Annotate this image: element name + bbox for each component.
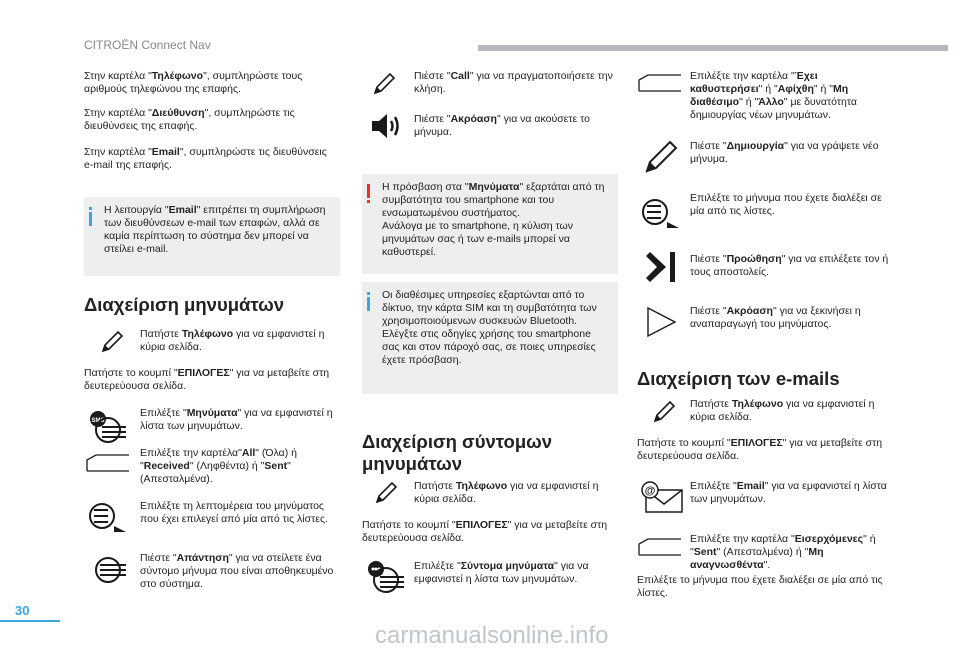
list-detail-icon	[641, 196, 681, 230]
step-select-email: Επιλέξτε "Email" για να εμφανιστεί η λίστα των μηνυμάτων.	[690, 480, 887, 505]
step-press-phone: Πατήστε Τηλέφωνο για να εμφανιστεί η κύρια σελίδα.	[414, 480, 599, 505]
section-title-short-messages: Διαχείριση σύντομων μηνυμάτων	[362, 431, 553, 474]
info-note-services	[362, 282, 618, 394]
create-pen-icon	[644, 140, 678, 174]
info-note-text: Η λειτουργία "Email" επιτρέπει τη συμπλήρωση των διευθύνσεων e-mail των επαφών, αλλά σε καμία περίπτωση το σύστημα δεν μπορεί να στείλει e-mail.	[104, 204, 326, 255]
warning-note-text: Η πρόσβαση στα "Μηνύματα" εξαρτάται από τη συμβατότητα του smartphone και του ενσωματωμένου συστήματος. Ανάλογα με το smartphone, η κύλιση των μηνυμάτων σας ή των e-mails μπορεί να καθυστερεί.	[382, 181, 605, 258]
step-press-call: Πιέστε "Call" για να πραγματοποιήσετε την κλήση.	[414, 70, 613, 95]
svg-text:@: @	[644, 485, 656, 497]
tab-icon	[86, 454, 130, 472]
step-select-messages: Επιλέξτε "Μηνύματα" για να εμφανιστεί η λίστα των μηνυμάτων.	[140, 407, 333, 432]
speaker-icon	[370, 112, 404, 140]
svg-text:SMS: SMS	[91, 418, 105, 424]
pencil-icon	[652, 400, 676, 424]
step-select-message: Επιλέξτε το μήνυμα που έχετε διαλέξει σε μία από τις λίστες.	[690, 192, 882, 217]
step-options-button: Πατήστε το κουμπί "ΕΠΙΛΟΓΕΣ" για να μεταβείτε στη δευτερεύουσα σελίδα.	[362, 519, 608, 544]
watermark: carmanualsonline.info	[375, 622, 609, 649]
step-select-detail: Επιλέξτε τη λεπτομέρεια του μηνύματος που έχει επιλεγεί από μία από τις λίστες.	[140, 500, 328, 525]
step-select-status-tab: Επιλέξτε την καρτέλα "Έχει καθυστερήσει" ή "Αφίχθη" ή "Μη διαθέσιμο" ή "Άλλο" με δυνατότητα δημιουργίας νέων μηνυμάτων.	[690, 70, 857, 121]
document-header-title: CITROËN Connect Nav	[84, 38, 211, 52]
step-press-phone: Πατήστε Τηλέφωνο για να εμφανιστεί η κύρια σελίδα.	[140, 328, 325, 353]
step-select-email-tab: Επιλέξτε την καρτέλα "Εισερχόμενες" ή "Sent" (Απεσταλμένα) ή "Μη αναγνωσθέντα".	[690, 533, 876, 571]
section-title-messages: Διαχείριση μηνυμάτων	[84, 294, 285, 315]
tab-icon	[638, 538, 682, 556]
sms-list-icon	[86, 410, 130, 444]
step-press-phone: Πατήστε Τηλέφωνο για να εμφανιστεί η κύρια σελίδα.	[690, 398, 875, 423]
tab-icon	[638, 74, 682, 92]
info-note-email	[84, 197, 340, 276]
step-options-button: Πατήστε το κουμπί "ΕΠΙΛΟΓΕΣ" για να μεταβείτε στη δευτερεύουσα σελίδα.	[637, 437, 883, 462]
step-press-forward: Πιέστε "Προώθηση" για να επιλέξετε τον ή τους αποστολείς.	[690, 253, 889, 278]
warning-note-messages	[362, 174, 618, 274]
step-press-listen-play: Πιέστε "Ακρόαση" για να ξεκινήσει η αναπαραγωγή του μηνύματος.	[690, 305, 861, 330]
play-icon	[644, 305, 678, 339]
email-icon	[640, 480, 684, 514]
step-press-reply: Πιέστε "Απάντηση" για να στείλετε ένα σύντομο μήνυμα που είναι αποθηκευμένο στο σύστημα.	[140, 552, 334, 590]
step-select-short-messages: Επιλέξτε "Σύντομα μηνύματα" για να εμφανιστεί η λίστα των μηνυμάτων.	[414, 560, 589, 585]
step-select-email-message: Επιλέξτε το μήνυμα που έχετε διαλέξει σε μία από τις λίστες.	[637, 574, 883, 599]
short-message-list-icon	[364, 560, 408, 594]
forward-icon	[642, 250, 678, 284]
list-detail-icon	[88, 500, 128, 534]
info-icon	[367, 292, 370, 311]
paragraph-address-tab: Στην καρτέλα "Διεύθυνση", συμπληρώστε τις διευθύνσεις της επαφής.	[84, 107, 295, 132]
step-press-create: Πιέστε "Δημιουργία" για να γράψετε νέο μήνυμα.	[690, 140, 879, 165]
reply-list-icon	[86, 552, 130, 586]
page-number-rule	[0, 620, 60, 622]
pencil-icon	[100, 330, 124, 354]
section-title-emails: Διαχείριση των e-mails	[637, 368, 840, 389]
pencil-icon	[374, 481, 398, 505]
info-note-text: Οι διαθέσιμες υπηρεσίες εξαρτώνται από το δίκτυο, την κάρτα SIM και τη συμβατότητα των χρησιμοποιούμενων συσκευών Bluetooth. Ελέγξτε στις οδηγίες χρήσης του smartphone σας και στον πάροχό σας, σε ποιες υπηρεσίες έχετε πρόσβαση.	[382, 289, 597, 366]
paragraph-email-tab: Στην καρτέλα "Email", συμπληρώστε τις διευθύνσεις e-mail της επαφής.	[84, 146, 327, 171]
header-rule	[478, 45, 948, 51]
warning-icon	[367, 184, 370, 203]
step-options-button: Πατήστε το κουμπί "ΕΠΙΛΟΓΕΣ" για να μεταβείτε στη δευτερεύουσα σελίδα.	[84, 367, 330, 392]
pencil-icon	[372, 72, 396, 96]
info-icon	[89, 207, 92, 226]
paragraph-phone-tab: Στην καρτέλα "Τηλέφωνο", συμπληρώστε τους αριθμούς τηλεφώνου της επαφής.	[84, 70, 303, 95]
page-number: 30	[15, 603, 30, 618]
step-select-tab: Επιλέξτε την καρτέλα"All" (Όλα) ή "Received" (Ληφθέντα) ή "Sent" (Απεσταλμένα).	[140, 447, 297, 485]
step-press-listen: Πιέστε "Ακρόαση" για να ακούσετε το μήνυμα.	[414, 113, 590, 138]
